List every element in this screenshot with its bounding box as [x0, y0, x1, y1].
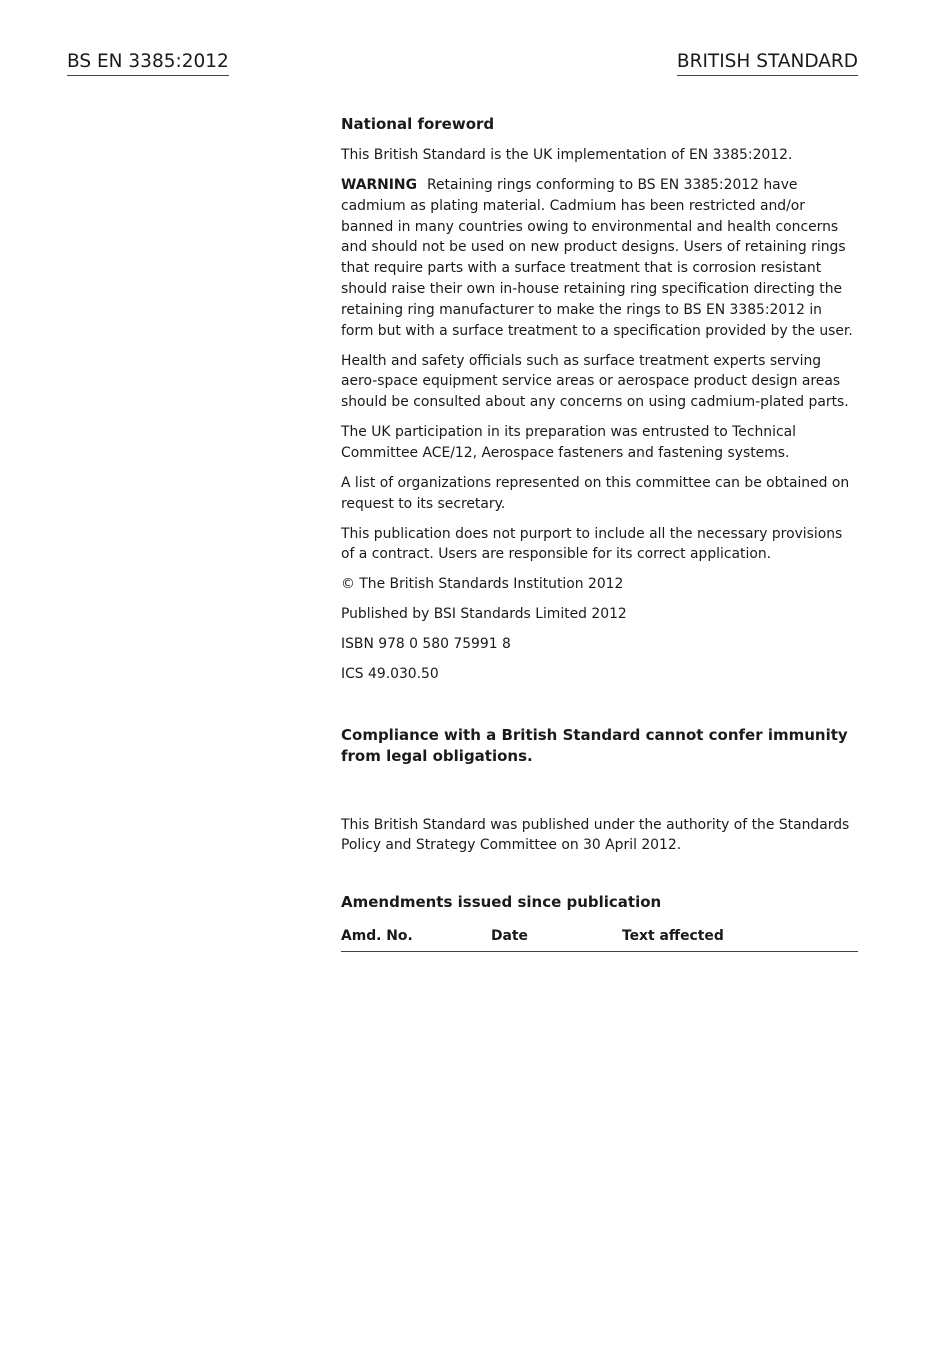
ics-line: ICS 49.030.50	[341, 666, 439, 683]
copyright-line: © The British Standards Institution 2012	[341, 576, 624, 593]
provisions-paragraph: This publication does not purport to include all the necessary provisions of a contract. Users are responsible for its correct application.	[341, 525, 843, 563]
isbn-line: ISBN 978 0 580 75991 8	[341, 636, 511, 653]
header-standard-type: BRITISH STANDARD	[677, 50, 858, 76]
organizations-paragraph: A list of organizations represented on this committee can be obtained on request to its secretary.	[341, 474, 850, 512]
amendments-title: Amendments issued since publication	[341, 893, 662, 912]
health-safety-paragraph: Health and safety officials such as surface treatment experts serving aero-space equipment service areas or aerospace product design areas should be consulted about any concerns on using cadmium-plated parts.	[341, 352, 849, 411]
warning-paragraph	[341, 175, 858, 341]
header-document-number: BS EN 3385:2012	[67, 50, 229, 76]
foreword-title: National foreword	[341, 115, 495, 133]
spacer	[341, 865, 858, 892]
warning-text: Retaining rings conforming to BS EN 3385:2012 have cadmium as plating material. Cadmium has been restricted and/or banned in many countries owing to environmental and health concerns and should not be used on new product designs. Users of retaining rings that require parts with a surface treatment that is corrosion resistant should raise their own in-house retaining ring specification directing the retaining ring manufacturer to make the rings to BS EN 3385:2012 in form but with a surface treatment to a specification provided by the user.	[341, 176, 853, 339]
spacer	[341, 694, 858, 725]
amendments-table	[341, 927, 858, 952]
compliance-statement: Compliance with a British Standard cannot confer immunity from legal obligations.	[341, 726, 848, 765]
spacer	[341, 776, 858, 815]
column-header-amd-no: Amd. No.	[341, 927, 491, 952]
published-by-line: Published by BSI Standards Limited 2012	[341, 606, 627, 623]
authority-paragraph: This British Standard was published under the authority of the Standards Policy and Strategy Committee on 30 April 2012.	[341, 816, 850, 854]
participation-paragraph: The UK participation in its preparation was entrusted to Technical Committee ACE/12, Aerospace fasteners and fastening systems.	[341, 424, 796, 461]
implementation-paragraph: This British Standard is the UK implementation of EN 3385:2012.	[341, 147, 793, 163]
column-header-date: Date	[491, 927, 622, 952]
table-header-row	[341, 927, 858, 952]
warning-label: WARNING	[341, 176, 417, 193]
foreword-content	[341, 114, 858, 952]
column-header-text-affected: Text affected	[622, 927, 858, 952]
